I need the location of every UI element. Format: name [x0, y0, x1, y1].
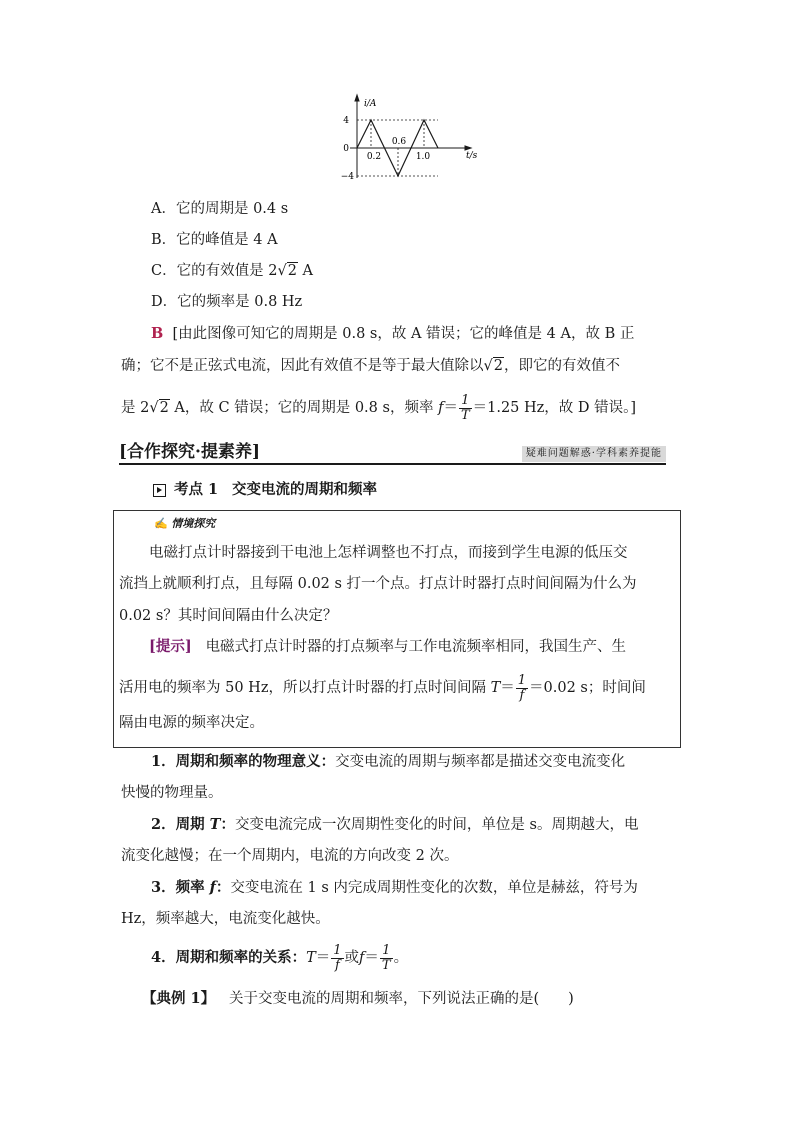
equals-sign: ＝	[443, 400, 458, 416]
point-1-head: 1．周期和频率的物理意义：	[151, 753, 336, 770]
point-1-text: 交变电流的周期与频率都是描述交变电流变化	[335, 754, 626, 770]
hint-label: [提示]	[149, 638, 192, 655]
solution-line-3	[121, 391, 636, 425]
kaodian-title: 交变电流的周期和频率	[231, 481, 377, 498]
point-1	[151, 752, 625, 772]
option-d: D．它的频率是 0.8 Hz	[151, 294, 303, 310]
point-4-head: 4．周期和频率的关系：	[151, 949, 307, 966]
solution-text-2b: ，即它的有效值不	[503, 358, 620, 374]
solution-text-3c: ＝1.25 Hz，故 D 错误。]	[472, 400, 637, 416]
sqrt-symbol: √2	[483, 358, 503, 374]
solution-line-2	[121, 356, 620, 376]
scenario-header-text: 情境探究	[171, 517, 216, 530]
freq-symbol: f	[438, 400, 444, 416]
solution-text-3b: A，故 C 错误；它的周期是 0.8 s，频率	[169, 400, 439, 416]
section-title: [合作探究·提素养]	[119, 442, 261, 462]
equals-sign: ＝	[315, 950, 331, 966]
fraction-1-over-f: $\frac{1}{f}$	[333, 942, 342, 973]
fraction-1-over-T: $\frac{1}{T}$	[381, 942, 391, 973]
point-1-cont: 快慢的物理量。	[121, 785, 223, 801]
freq-symbol: f	[359, 950, 365, 966]
equals-sign: ＝	[364, 950, 379, 966]
scenario-q2: 流挡上就顺利打点，且每隔 0.02 s 打一个点。打点计时器打点时间间隔为什么为	[119, 576, 637, 592]
scenario-q1: 电磁打点计时器接到干电池上怎样调整也不打点，而接到学生电源的低压交	[149, 545, 628, 561]
option-a: A．它的周期是 0.4 s	[151, 201, 289, 217]
point-2-text: 交变电流完成一次周期性变化的时间，单位是 s。周期越大，电	[234, 817, 639, 833]
hint-line-3: 隔由电源的频率决定。	[119, 715, 264, 731]
option-c	[151, 261, 313, 281]
solution-text-2a: 确；它不是正弦式电流，因此有效值不是等于最大值除以	[121, 358, 484, 374]
x-axis-label: t/s	[466, 151, 478, 161]
or-word: 或	[344, 950, 360, 966]
point-2-cont: 流变化越慢；在一个周期内，电流的方向改变 2 次。	[121, 848, 459, 864]
sqrt-symbol: √2	[277, 263, 297, 279]
point-2-head: 2．周期	[151, 816, 210, 833]
section-header	[119, 440, 666, 464]
point-3-text: 交变电流在 1 s 内完成周期性变化的次数，单位是赫兹，符号为	[230, 880, 638, 896]
point-2	[151, 815, 639, 835]
scenario-header	[154, 514, 215, 534]
sqrt-symbol: √2	[149, 400, 169, 416]
scenario-q3: 0.02 s？其时间间隔由什么决定？	[119, 608, 338, 624]
solution-line-1	[151, 324, 634, 344]
example-1	[142, 989, 574, 1009]
y-tick-neg4: −4	[340, 172, 354, 182]
hint-line-1	[149, 637, 626, 657]
x-tick-1-0: 1.0	[415, 152, 431, 162]
current-time-graph	[330, 92, 490, 182]
hint-text-1: 电磁式打点计时器的打点频率与工作电流频率相同，我国生产、生	[205, 639, 627, 655]
example-text: 关于交变电流的周期和频率，下列说法正确的是( )	[228, 991, 574, 1007]
option-c-text: C．它的有效值是 2	[151, 263, 278, 279]
point-3-cont: Hz，频率越大，电流变化越快。	[121, 911, 330, 927]
point-3-colon: ：	[215, 879, 231, 896]
scenario-icon: ✍	[154, 517, 168, 530]
kaodian-heading	[153, 480, 377, 500]
y-tick-4: 4	[343, 116, 349, 126]
point-2-colon: ：	[220, 816, 235, 833]
period-symbol: T	[490, 680, 501, 696]
equals-sign: ＝	[500, 680, 515, 696]
kaodian-label: 考点 1	[174, 481, 219, 498]
fraction-1-over-f: $\frac{1}{f}$	[517, 672, 527, 703]
solution-text-3a: 是 2	[121, 400, 150, 416]
hint-line-2	[119, 671, 646, 705]
play-arrow-icon	[153, 484, 166, 497]
option-c-unit: A	[297, 263, 314, 279]
option-b: B．它的峰值是 4 A	[151, 232, 278, 248]
period-symbol: T	[306, 950, 316, 966]
y-axis-label: i/A	[364, 99, 377, 109]
point-3-symbol: f	[209, 879, 216, 896]
hint-text-2a: 活用电的频率为 50 Hz，所以打点计时器的打点时间间隔	[119, 680, 491, 696]
answer-letter: B	[151, 325, 164, 342]
point-3	[151, 878, 638, 898]
example-label: 【典例 1】	[142, 990, 216, 1007]
section-tag: 疑难问题解惑·学科素养提能	[522, 446, 666, 462]
fraction-1-over-T: $\frac{1}{T}$	[460, 392, 470, 423]
y-tick-0: 0	[343, 144, 349, 154]
point-2-symbol: T	[209, 816, 221, 833]
point-4	[151, 941, 408, 975]
point-3-head: 3．频率	[151, 879, 210, 896]
section-rule	[119, 463, 666, 465]
solution-text-1: [由此图像可知它的周期是 0.8 s，故 A 错误；它的峰值是 4 A，故 B 正	[172, 326, 635, 342]
x-tick-0-2: 0.2	[366, 152, 382, 162]
x-tick-0-6: 0.6	[391, 137, 407, 147]
hint-text-2b: ＝0.02 s；时间间	[529, 680, 646, 696]
period-mark: 。	[393, 950, 409, 966]
